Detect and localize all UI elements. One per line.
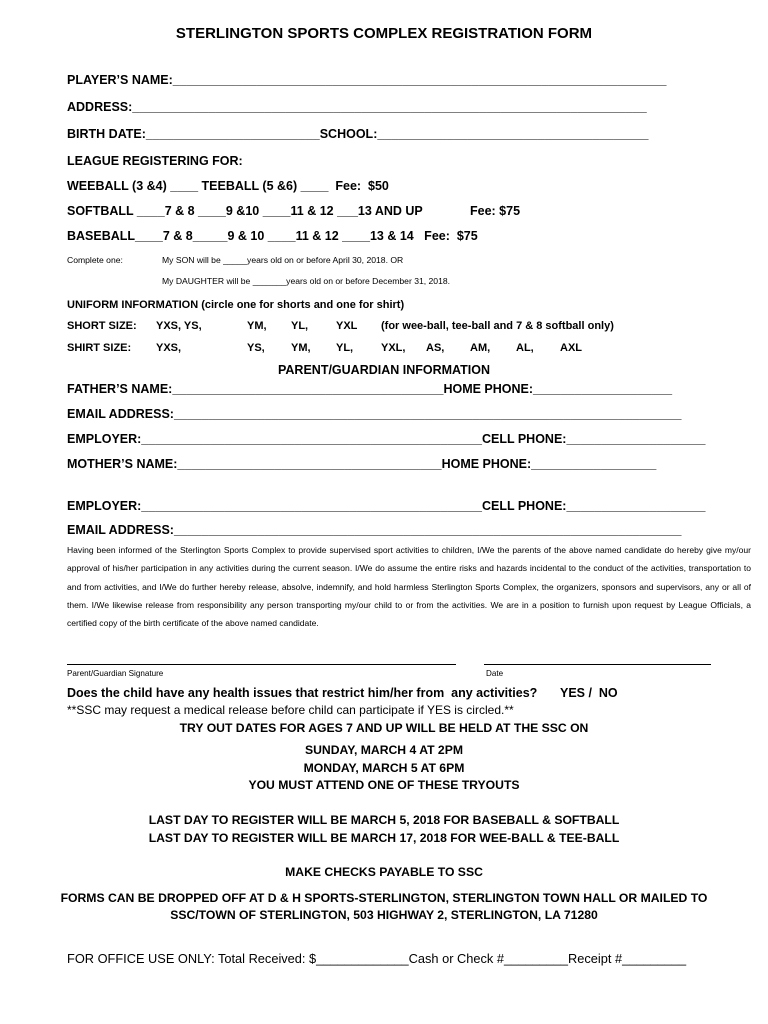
baseball-line[interactable]: BASEBALL____7 & 8_____9 & 10 ____11 & 12 ____13 & 14 Fee: $75 bbox=[67, 229, 478, 243]
health-answer[interactable]: YES / NO bbox=[560, 686, 618, 700]
health-note: **SSC may request a medical release before child can participate if YES is circled.** bbox=[67, 703, 514, 717]
deadline-line-1: LAST DAY TO REGISTER WILL BE MARCH 5, 2018 FOR BASEBALL & SOFTBALL bbox=[148, 813, 620, 827]
tryouts-line-2: SUNDAY, MARCH 4 AT 2PM bbox=[304, 743, 463, 757]
father-name-field[interactable]: FATHER’S NAME:_______________________________________HOME PHONE:____________________ bbox=[67, 382, 673, 396]
daughter-age-line[interactable]: My DAUGHTER will be _______years old on or before December 31, 2018. bbox=[162, 276, 451, 286]
shirt-size-option[interactable]: AL, bbox=[516, 342, 534, 354]
address-field[interactable]: ADDRESS:__________________________________________________________________________ bbox=[67, 100, 647, 114]
health-question: Does the child have any health issues that restrict him/her from any activities? bbox=[67, 686, 538, 700]
weeball-teeball-line[interactable]: WEEBALL (3 &4) ____ TEEBALL (5 &6) ____ Fee: $50 bbox=[67, 179, 389, 193]
shirt-size-option[interactable]: YXS, bbox=[156, 342, 182, 354]
uniform-heading: UNIFORM INFORMATION (circle one for shorts and one for shirt) bbox=[67, 299, 405, 311]
dropoff-line-2: SSC/TOWN OF STERLINGTON, 503 HIGHWAY 2, STERLINGTON, LA 71280 bbox=[170, 908, 598, 922]
tryouts-line-1: TRY OUT DATES FOR AGES 7 AND UP WILL BE HELD AT THE SSC ON bbox=[179, 721, 589, 735]
short-size-option[interactable]: YXL bbox=[336, 320, 358, 332]
date-label: Date bbox=[486, 669, 504, 678]
shirt-size-option[interactable]: YXL, bbox=[381, 342, 406, 354]
shirt-size-label: SHIRT SIZE: bbox=[67, 342, 132, 354]
checks-payable: MAKE CHECKS PAYABLE TO SSC bbox=[285, 865, 483, 879]
employer-field-2[interactable]: EMPLOYER:_________________________________________________CELL PHONE:____________________ bbox=[67, 499, 706, 513]
tryouts-line-3: MONDAY, MARCH 5 AT 6PM bbox=[303, 761, 465, 775]
short-size-label: SHORT SIZE: bbox=[67, 320, 137, 332]
form-title: STERLINGTON SPORTS COMPLEX REGISTRATION FORM bbox=[175, 25, 593, 42]
league-label: LEAGUE REGISTERING FOR: bbox=[67, 154, 243, 168]
shirt-size-option[interactable]: AS, bbox=[426, 342, 445, 354]
short-size-option[interactable]: YL, bbox=[291, 320, 309, 332]
player-name-field[interactable]: PLAYER’S NAME:_______________________________________________________________________ bbox=[67, 73, 667, 87]
signature-label: Parent/Guardian Signature bbox=[67, 669, 164, 678]
short-size-note: (for wee-ball, tee-ball and 7 & 8 softball only) bbox=[381, 320, 614, 332]
softball-fee: Fee: $75 bbox=[470, 204, 521, 218]
employer-field-1[interactable]: EMPLOYER:_________________________________________________CELL PHONE:____________________ bbox=[67, 432, 706, 446]
dropoff-line-1: FORMS CAN BE DROPPED OFF AT D & H SPORTS-STERLINGTON, STERLINGTON TOWN HALL OR MAILED TO bbox=[60, 891, 708, 905]
short-size-option[interactable]: YXS, YS, bbox=[156, 320, 202, 332]
guardian-heading: PARENT/GUARDIAN INFORMATION bbox=[277, 363, 491, 377]
shirt-size-option[interactable]: YM, bbox=[291, 342, 311, 354]
office-use-line: FOR OFFICE USE ONLY: Total Received: $_____________Cash or Check #_________Receipt #_________ bbox=[67, 951, 687, 966]
mother-name-field[interactable]: MOTHER’S NAME:______________________________________HOME PHONE:__________________ bbox=[67, 457, 657, 471]
release-paragraph: Having been informed of the Sterlington Sports Complex to provide supervised sport activities to children, I/We the parents of the above named candidate do hereby give my/our approval of his/her participation in any activities during the current season. I/We do assume the entire risks and hazards incidental to the conduct of the activities, transportation to and from activities, and I/We do further hereby release, absolve, indemnify, and hold harmless Sterlington Sports Complex, the organizers, sponsors and supervisors, any or all of them. I/We likewise release from responsibility any person transporting my/our child to or from the activities. We are in a position to furnish upon request by League Officials, a certified copy of the birth certificate of the above named candidate. bbox=[67, 545, 751, 629]
tryouts-line-4: YOU MUST ATTEND ONE OF THESE TRYOUTS bbox=[248, 778, 520, 792]
shirt-size-option[interactable]: AM, bbox=[470, 342, 491, 354]
email-field-2[interactable]: EMAIL ADDRESS:_________________________________________________________________________ bbox=[67, 523, 682, 537]
signature-line[interactable] bbox=[67, 664, 456, 665]
birth-date-school-field[interactable]: BIRTH DATE:_________________________SCHOOL:_______________________________________ bbox=[67, 127, 649, 141]
softball-line[interactable]: SOFTBALL ____7 & 8 ____9 &10 ____11 & 12 ___13 AND UP bbox=[67, 204, 423, 218]
short-size-option[interactable]: YM, bbox=[247, 320, 267, 332]
shirt-size-option[interactable]: AXL bbox=[560, 342, 582, 354]
shirt-size-option[interactable]: YL, bbox=[336, 342, 354, 354]
shirt-size-option[interactable]: YS, bbox=[247, 342, 265, 354]
complete-one-label: Complete one: bbox=[67, 255, 123, 265]
deadline-line-2: LAST DAY TO REGISTER WILL BE MARCH 17, 2018 FOR WEE-BALL & TEE-BALL bbox=[148, 831, 620, 845]
email-field-1[interactable]: EMAIL ADDRESS:_________________________________________________________________________ bbox=[67, 407, 682, 421]
date-line[interactable] bbox=[484, 664, 711, 665]
son-age-line[interactable]: My SON will be _____years old on or before April 30, 2018. OR bbox=[162, 255, 404, 265]
